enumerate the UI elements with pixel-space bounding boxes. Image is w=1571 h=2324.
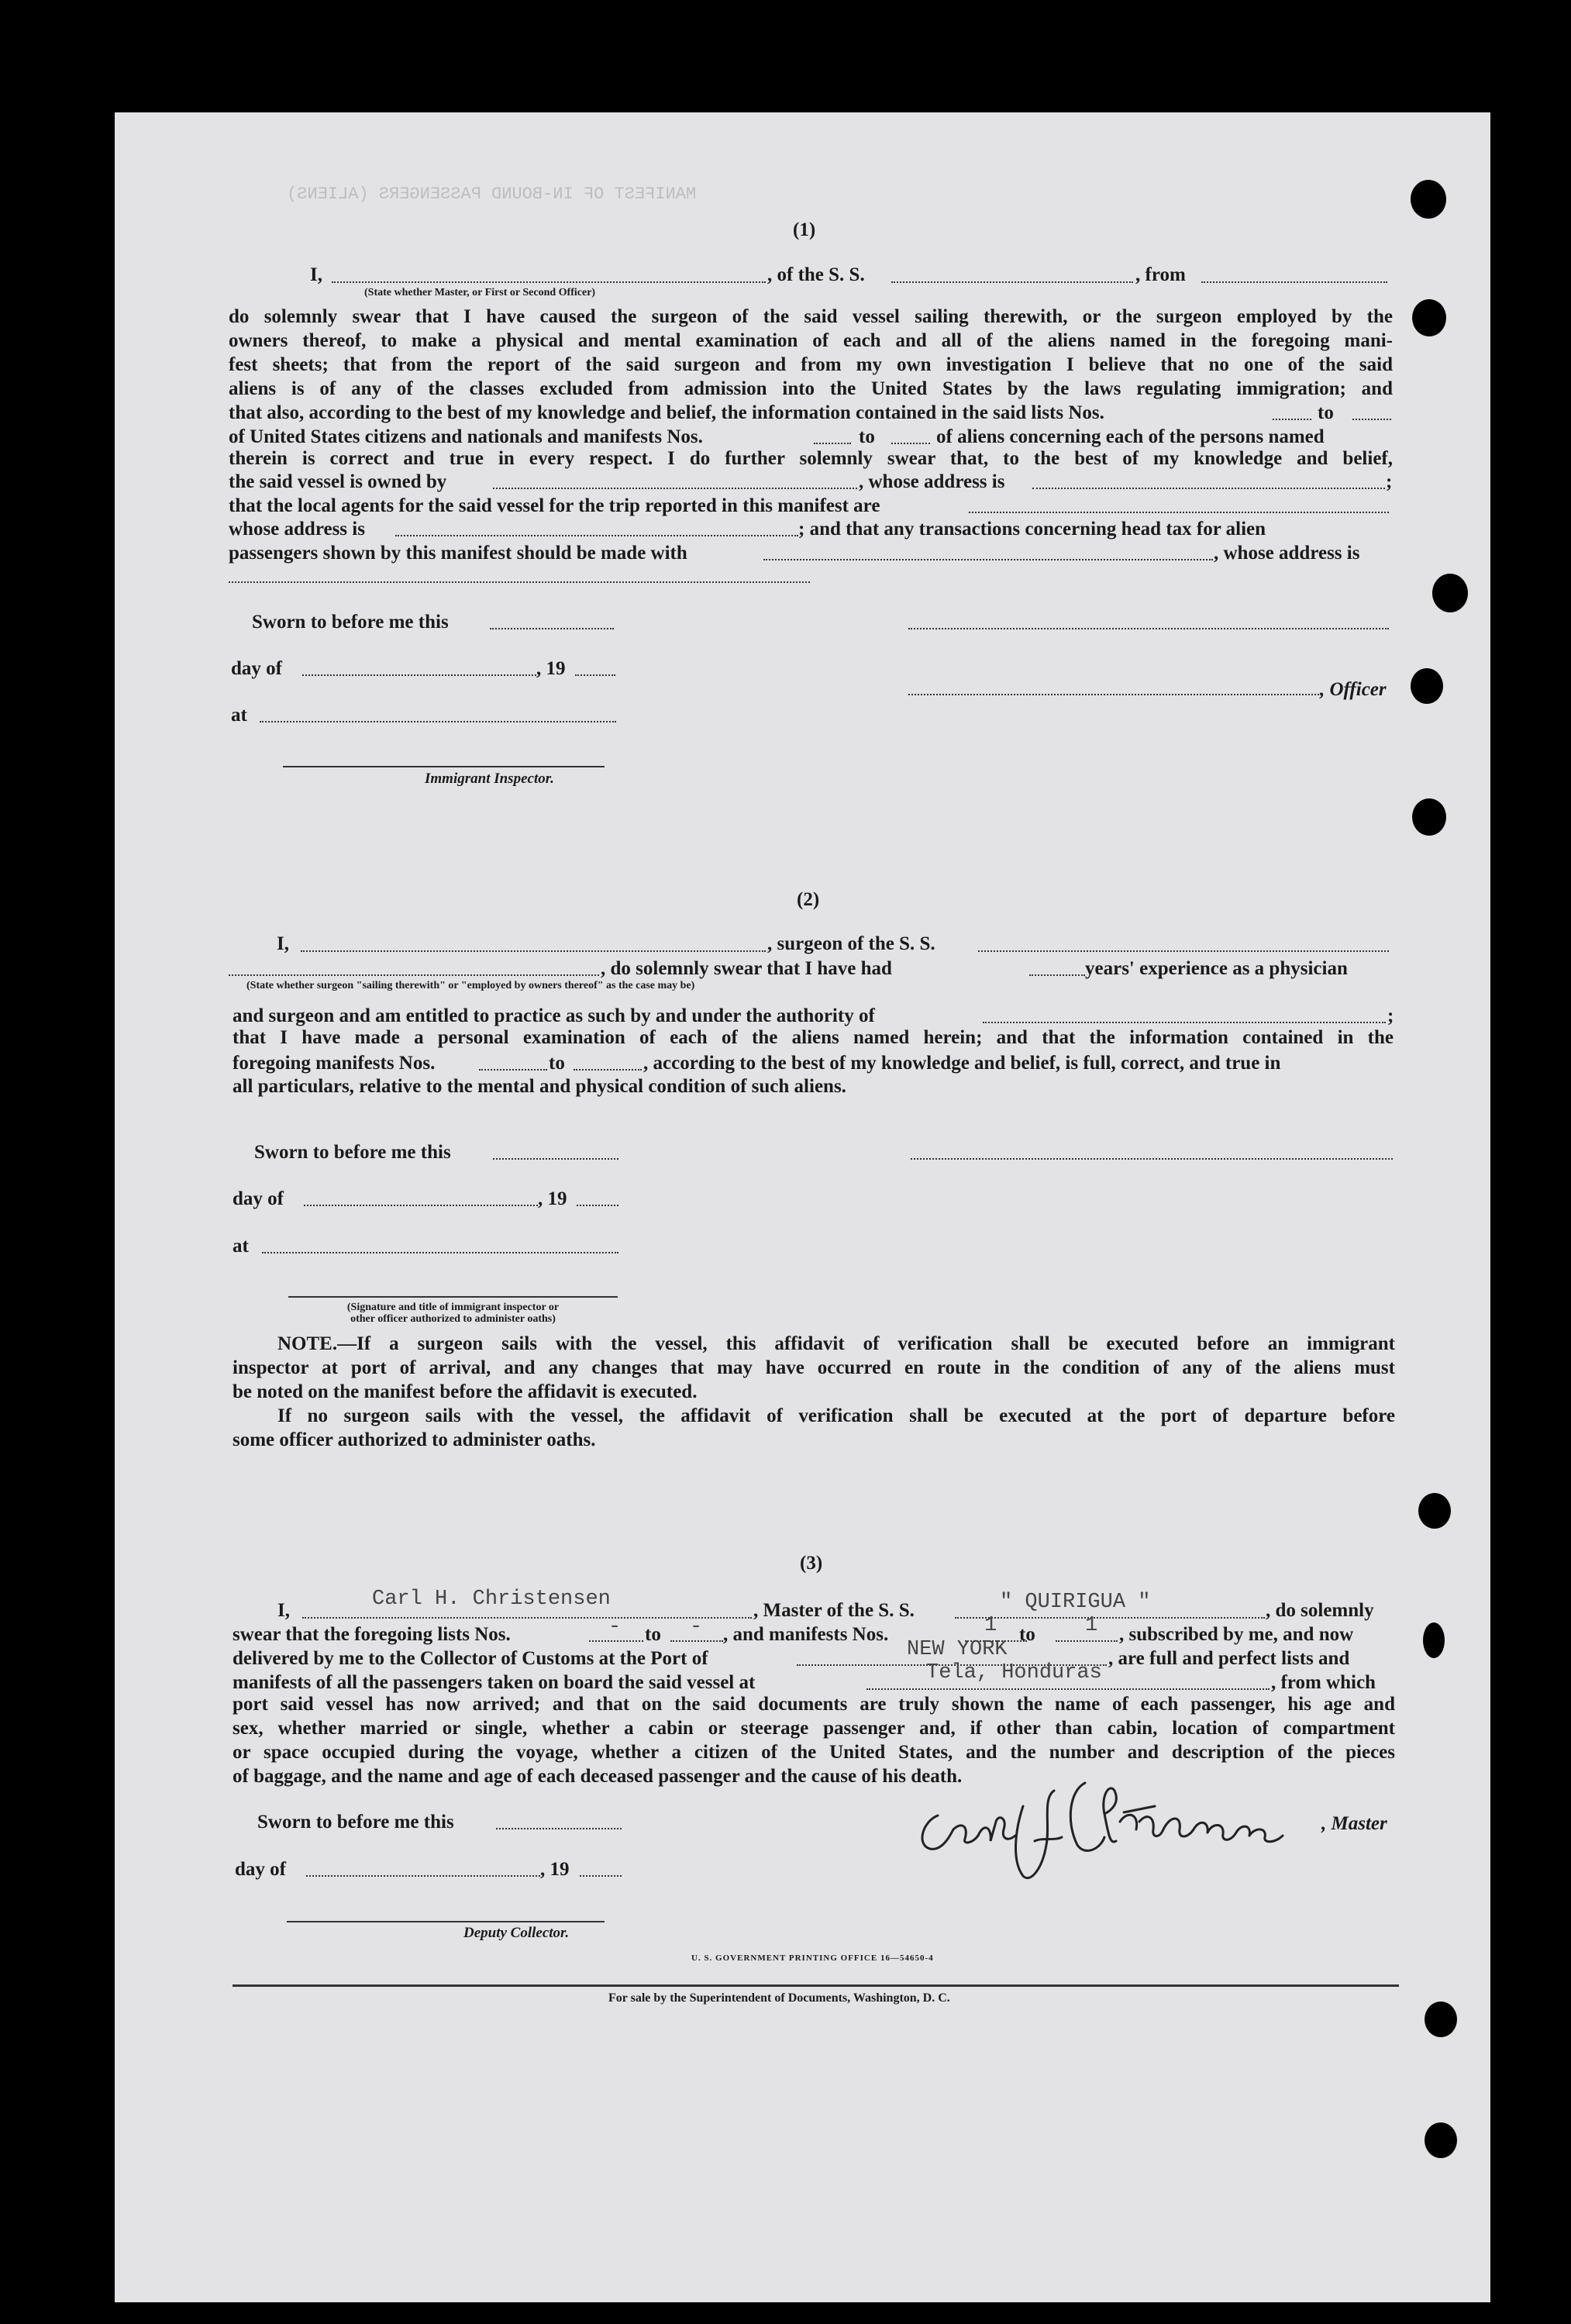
- day-label: day of: [233, 1188, 284, 1209]
- oath-line: , do solemnly swear that I have had: [601, 958, 892, 979]
- oath-line: of aliens concerning each of the persons named: [936, 426, 1325, 447]
- section-number: (3): [800, 1553, 823, 1574]
- port-value[interactable]: NEW YORK: [907, 1638, 1008, 1661]
- oath-paragraph: [229, 305, 1393, 401]
- manifests-to-field[interactable]: [1056, 1640, 1118, 1642]
- punch-hole: [1425, 2002, 1457, 2037]
- oath-line: years' experience as a physician: [1085, 958, 1348, 979]
- manifests-to-field[interactable]: [891, 443, 930, 444]
- manifests-to-value[interactable]: 1: [1085, 1614, 1098, 1637]
- lists-from-value[interactable]: -: [608, 1615, 622, 1639]
- oath-line: of baggage, and the name and age of each deceased passenger and the cause of his death.: [233, 1766, 963, 1787]
- punch-hole: [1411, 668, 1443, 704]
- oath-label: I,: [277, 1600, 290, 1621]
- note-line: some officer authorized to administer oaths.: [233, 1429, 596, 1450]
- section-number: (2): [797, 889, 820, 910]
- to-label: to: [645, 1624, 661, 1645]
- signature-line[interactable]: [288, 1296, 618, 1298]
- master-vessel-field[interactable]: [955, 1617, 1265, 1619]
- oath-line: port said vessel has now arrived; and that on the said documents are truly shown the name of each passenger, his age and: [233, 1694, 1395, 1715]
- year-field[interactable]: [577, 1205, 618, 1206]
- at-field[interactable]: [260, 721, 616, 722]
- address-label: , whose address is: [1214, 543, 1360, 564]
- vessel-name-value[interactable]: " QUIRIGUA ": [1000, 1591, 1151, 1614]
- inspector-label: Immigrant Inspector.: [425, 771, 554, 787]
- year-label: , 19: [540, 1859, 570, 1880]
- sworn-field[interactable]: [490, 628, 614, 629]
- oath-line: fest sheets; that from the report of the said surgeon and from my own investigation I believe that no one of the said: [229, 354, 1393, 375]
- oath-line: ; and that any transactions concerning head tax for alien: [798, 519, 1266, 540]
- oath-line: , do solemnly: [1266, 1600, 1374, 1621]
- surgeon-from-field[interactable]: [479, 1069, 547, 1071]
- master-name-field[interactable]: [302, 1617, 752, 1619]
- agents-field[interactable]: [969, 512, 1389, 513]
- punch-hole: [1418, 1493, 1451, 1529]
- oath-paragraph: [229, 447, 1393, 471]
- head-tax-field[interactable]: [763, 559, 1213, 560]
- oath-line: owners thereof, to make a physical and mental examination of each and all of the aliens named in the foregoing mani-: [229, 330, 1393, 351]
- departure-value[interactable]: Tela, Honduras: [926, 1661, 1102, 1684]
- note-line: NOTE.—If a surgeon sails with the vessel, this affidavit of verification shall be executed before an immigrant: [277, 1333, 1395, 1354]
- surgeon-vessel-label: , surgeon of the S. S.: [767, 933, 935, 954]
- punctuation: ;: [1387, 1005, 1394, 1026]
- oath-line: , and manifests Nos.: [723, 1624, 889, 1645]
- sworn-label: Sworn to before me this: [257, 1812, 454, 1833]
- punch-hole: [1432, 574, 1468, 612]
- officer-name-field[interactable]: [332, 281, 766, 283]
- show-through-text: MANIFEST OF IN-BOUND PASSENGERS (ALIENS): [287, 184, 697, 204]
- at-label: at: [231, 705, 247, 726]
- at-label: at: [233, 1236, 249, 1257]
- punch-hole: [1411, 180, 1446, 219]
- sworn-label: Sworn to before me this: [252, 612, 449, 633]
- vessel-label: , of the S. S.: [767, 264, 865, 285]
- to-label: to: [1318, 402, 1334, 423]
- lists-to-field[interactable]: [670, 1640, 723, 1642]
- surgeon-status-field[interactable]: [229, 974, 599, 976]
- note-paragraph: [233, 1332, 1395, 1452]
- oath-line: foregoing manifests Nos.: [233, 1053, 436, 1074]
- vessel-name-field[interactable]: [891, 281, 1133, 283]
- surgeon-vessel-field[interactable]: [978, 950, 1389, 952]
- oath-line: , according to the best of my knowledge and belief, is full, correct, and true in: [643, 1053, 1281, 1074]
- agents-address-field[interactable]: [395, 535, 798, 536]
- manifests-from-value[interactable]: 1: [984, 1614, 997, 1637]
- years-field[interactable]: [1029, 974, 1085, 976]
- officer-signature-field[interactable]: [908, 628, 1389, 629]
- from-label: , from: [1135, 264, 1186, 285]
- owner-address-field[interactable]: [1032, 488, 1385, 489]
- oath-line: sex, whether married or single, whether a cabin or steerage passenger and, if other than cabin, location of compartment: [233, 1718, 1395, 1739]
- master-name-value[interactable]: Carl H. Christensen: [372, 1588, 611, 1611]
- oath-line: of United States citizens and nationals and manifests Nos.: [229, 426, 703, 447]
- note-line: be noted on the manifest before the affidavit is executed.: [233, 1381, 698, 1402]
- year-label: , 19: [538, 1188, 567, 1209]
- master-signature: [907, 1767, 1325, 1884]
- field-hint: other officer authorized to administer oaths): [350, 1313, 556, 1325]
- authority-field[interactable]: [983, 1022, 1386, 1023]
- sale-notice: For sale by the Superintendent of Documents, Washington, D. C.: [608, 1991, 950, 2005]
- officer-label: , Officer: [1320, 679, 1387, 700]
- day-label: day of: [235, 1859, 286, 1880]
- address-label: , whose address is: [859, 471, 1005, 492]
- section-number: (1): [793, 219, 816, 240]
- surgeon-paragraph: [233, 1026, 1394, 1050]
- field-hint: (State whether Master, or First or Second Officer): [364, 287, 596, 298]
- oath-label: I,: [277, 933, 289, 954]
- head-tax-address-field[interactable]: [229, 581, 810, 583]
- year-field[interactable]: [580, 1875, 622, 1877]
- oath-line: that the local agents for the said vessel for the trip reported in this manifest are: [229, 495, 880, 516]
- day-field[interactable]: [306, 1875, 540, 1877]
- oath-line: , from which: [1271, 1672, 1376, 1693]
- punch-hole: [1412, 299, 1446, 336]
- oath-line: and surgeon and am entitled to practice as such by and under the authority of: [233, 1005, 875, 1026]
- note-line: If no surgeon sails with the vessel, the affidavit of verification shall be executed at the port of departure before: [277, 1405, 1395, 1426]
- footer-rule: [233, 1984, 1399, 1987]
- sworn-label: Sworn to before me this: [254, 1142, 451, 1163]
- to-label: to: [859, 426, 875, 447]
- departure-field[interactable]: [866, 1688, 1270, 1690]
- oath-line: do solemnly swear that I have caused the surgeon of the said vessel sailing therewith, or the surgeon employed by the: [229, 306, 1393, 327]
- oath-line: that I have made a personal examination of each of the aliens named herein; and that the information contained in the: [233, 1027, 1394, 1048]
- day-label: day of: [231, 658, 282, 679]
- oath-line: the said vessel is owned by: [229, 471, 447, 492]
- to-label: to: [549, 1053, 565, 1074]
- from-port-field[interactable]: [1201, 281, 1387, 283]
- oath-line: or space occupied during the voyage, whether a citizen of the United States, and the number and description of the pieces: [233, 1742, 1395, 1763]
- collector-signature-line[interactable]: [287, 1921, 605, 1922]
- to-label: to: [1019, 1624, 1035, 1645]
- oath-line: whose address is: [229, 519, 365, 540]
- sworn-field[interactable]: [493, 1158, 618, 1160]
- oath-line: delivered by me to the Collector of Customs at the Port of: [233, 1648, 708, 1669]
- oath-line: , are full and perfect lists and: [1108, 1648, 1350, 1669]
- surgeon-to-field[interactable]: [574, 1069, 642, 1071]
- sworn-field[interactable]: [496, 1828, 622, 1829]
- day-field[interactable]: [304, 1205, 538, 1206]
- oath-line: aliens is of any of the classes excluded from admission into the United States by the laws regulating immigration; and: [229, 378, 1393, 399]
- year-label: , 19: [536, 658, 566, 679]
- master-vessel-label: , Master of the S. S.: [753, 1600, 915, 1621]
- punch-hole: [1412, 798, 1446, 836]
- lists-to-field[interactable]: [1352, 419, 1391, 420]
- lists-to-value[interactable]: -: [690, 1615, 703, 1639]
- oath-line: therein is correct and true in every respect. I do further solemnly swear that, to the best of my knowledge and belief,: [229, 448, 1393, 469]
- lists-from-field[interactable]: [1273, 419, 1311, 420]
- surgeon-name-field[interactable]: [301, 950, 766, 952]
- oath-line: passengers shown by this manifest should be made with: [229, 543, 687, 564]
- oath-line: that also, according to the best of my knowledge and belief, the information contained in the said lists Nos.: [229, 402, 1104, 423]
- day-field[interactable]: [302, 674, 536, 676]
- oath-line: all particulars, relative to the mental and physical condition of such aliens.: [233, 1076, 846, 1097]
- manifests-from-field[interactable]: [814, 443, 851, 444]
- punch-hole: [1425, 2122, 1457, 2158]
- at-field[interactable]: [262, 1252, 618, 1253]
- field-hint: (State whether surgeon "sailing therewith" or "employed by owners thereof" as the case may be): [246, 980, 695, 991]
- inspector-signature-line[interactable]: [283, 766, 605, 767]
- note-line: inspector at port of arrival, and any changes that may have occurred en route in the condition of any of the aliens must: [233, 1357, 1395, 1378]
- oath-line: swear that the foregoing lists Nos.: [233, 1624, 511, 1645]
- punctuation: ;: [1386, 471, 1393, 492]
- owner-field[interactable]: [493, 488, 857, 489]
- surgeon-signature-field[interactable]: [911, 1158, 1393, 1160]
- punch-hole: [1423, 1622, 1445, 1658]
- field-hint: (Signature and title of immigrant inspector or: [346, 1302, 560, 1313]
- oath-line: , subscribed by me, and now: [1119, 1624, 1354, 1645]
- officer-title-field[interactable]: [908, 694, 1319, 695]
- oath-line: manifests of all the passengers taken on board the said vessel at: [233, 1672, 756, 1693]
- printing-office: U. S. GOVERNMENT PRINTING OFFICE 16—54650-4: [691, 1953, 934, 1963]
- collector-label: Deputy Collector.: [463, 1925, 570, 1941]
- lists-from-field[interactable]: [589, 1640, 643, 1642]
- year-field[interactable]: [575, 674, 615, 676]
- oath-label: I,: [310, 264, 322, 285]
- master-label: , Master: [1321, 1813, 1387, 1834]
